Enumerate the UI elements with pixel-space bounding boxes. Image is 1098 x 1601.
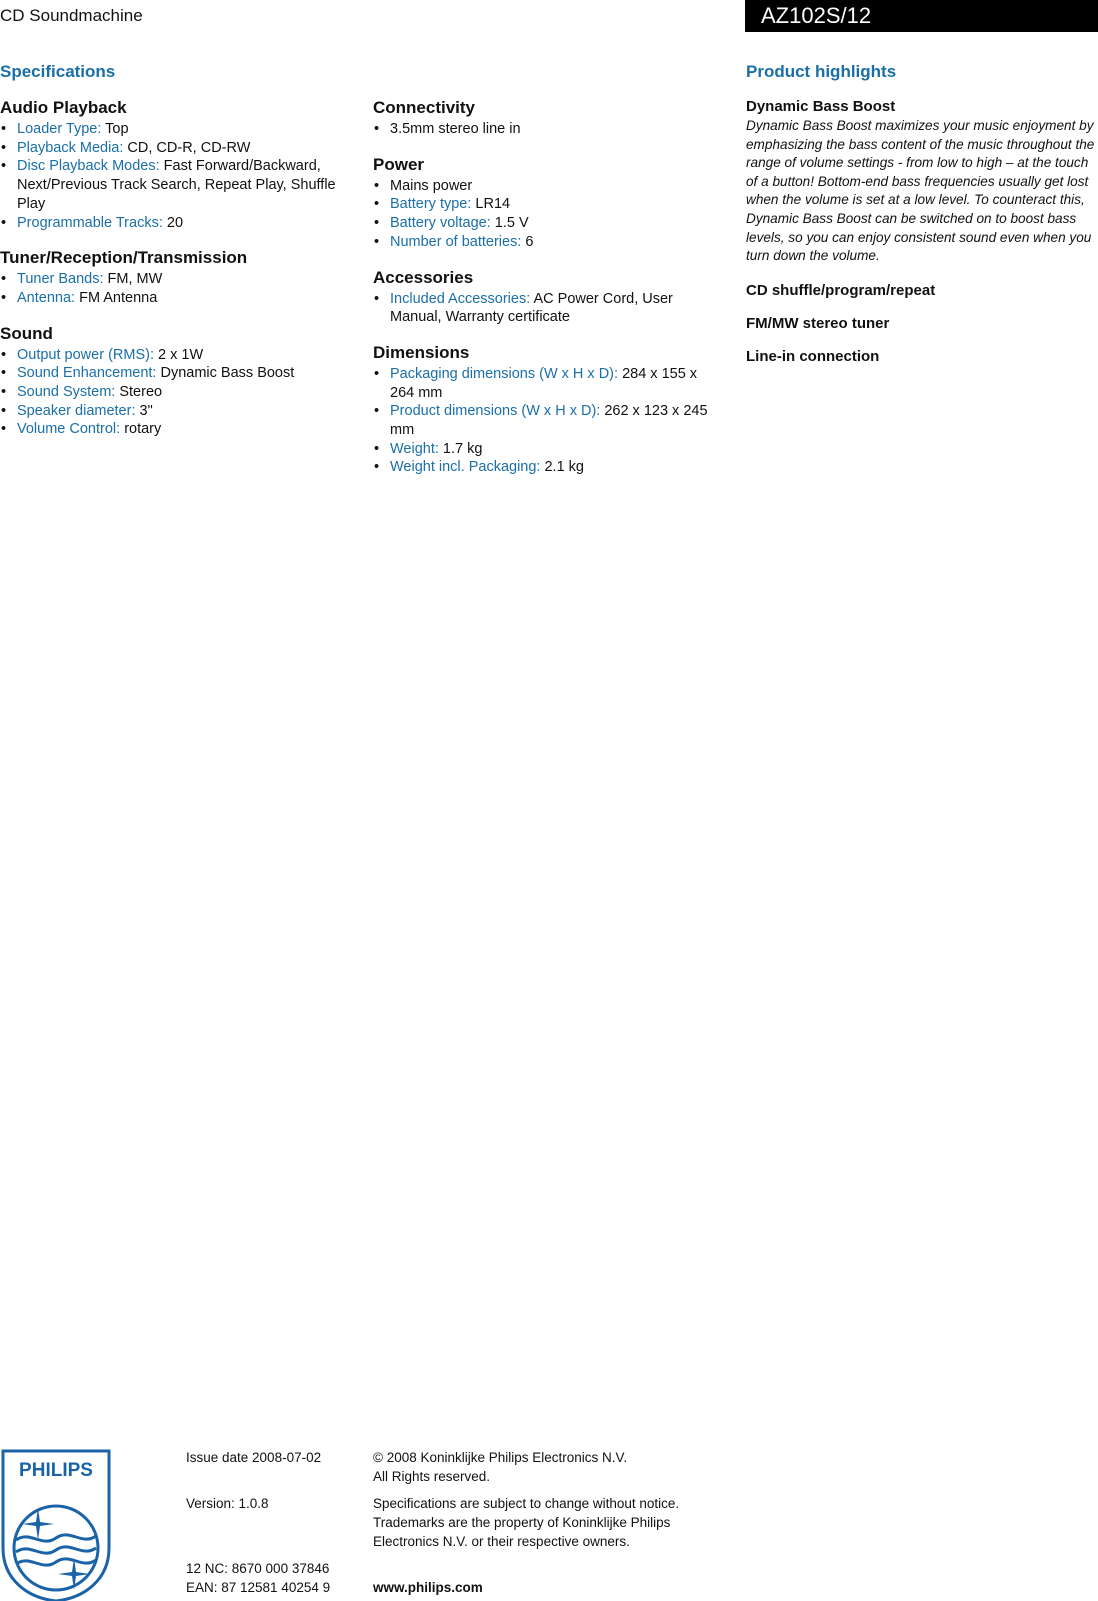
spec-label: Speaker diameter: [17,402,136,419]
spec-value: 1.5 V [490,215,529,232]
spec-group-title: Sound [0,323,53,343]
spec-list [373,365,723,477]
spec-label: Output power (RMS): [17,346,154,363]
specs-middle-column [373,98,723,493]
spec-list [373,290,723,327]
spec-value: CD, CD-R, CD-RW [123,139,251,156]
spec-item [373,440,723,459]
spec-value: Mains power [390,177,473,194]
spec-label: Included Accessories: [390,290,531,307]
spec-item [373,458,723,477]
spec-value: FM, MW [103,271,163,288]
spec-value: 284 x 155 x 264 mm [390,365,702,401]
spec-value: 3" [135,402,153,419]
spec-label: Packaging dimensions (W x H x D): [390,365,619,382]
highlight-title: FM/MW stereo tuner [746,314,890,332]
spec-value: AC Power Cord, User Manual, Warranty certificate [390,290,677,326]
spec-item [373,233,723,252]
spec-label: Weight: [390,440,439,457]
highlight-title: Line-in connection [746,347,880,365]
spec-item [0,289,350,308]
highlight-description: Dynamic Bass Boost maximizes your music enjoyment by emphasizing the bass content of the music throughout the range of volume settings - from low to high – at the touch of a button! Bottom-end bass frequencies usually get lost when the volume is set at a low level. To counteract this, Dynamic Bass Boost can be switched on to boost bass levels, so you can enjoy consistent sound even when you turn down the volume. [746,118,1095,264]
spec-item [373,402,723,439]
spec-group [373,155,723,252]
spec-item [373,290,723,327]
copyright-line-1: © 2008 Koninklijke Philips Electronics N.V. [373,1450,628,1465]
specifications-heading: Specifications [0,62,116,81]
spec-value: 6 [521,233,534,250]
spec-item [0,120,350,139]
spec-value: 1.7 kg [438,440,483,457]
spec-value: Stereo [115,384,163,401]
spec-item [0,270,350,289]
model-number: AZ102S/12 [761,3,872,28]
spec-label: Product dimensions (W x H x D): [390,403,601,420]
spec-value: 3.5mm stereo line in [390,121,521,137]
spec-label: Disc Playback Modes: [17,158,160,175]
spec-item [373,365,723,402]
spec-list [373,120,723,139]
document-title: CD Soundmachine [0,6,143,25]
spec-group-title: Dimensions [373,342,470,362]
spec-list [0,346,350,440]
highlights-heading: Product highlights [746,62,897,81]
issue-date: Issue date 2008-07-02 [186,1450,322,1465]
spec-group-title: Tuner/Reception/Transmission [0,248,248,268]
logo-wordmark: PHILIPS [19,1460,93,1481]
notice-line-3: Electronics N.V. or their respective owners. [373,1534,630,1549]
spec-value: Top [101,121,129,137]
spec-item [0,139,350,158]
spec-group [373,98,723,139]
copyright-line-2: All Rights reserved. [373,1469,491,1484]
spec-value: FM Antenna [75,289,158,306]
spec-item [373,195,723,214]
spec-label: Programmable Tracks: [17,214,163,231]
spec-label: Sound Enhancement: [17,365,157,382]
spec-value: 2 x 1W [154,346,204,363]
notice-line-2: Trademarks are the property of Koninklijke Philips [373,1515,671,1530]
spec-item [0,346,350,365]
spec-label: Weight incl. Packaging: [390,459,541,476]
spec-item [0,214,350,233]
spec-item [0,383,350,402]
spec-label: Antenna: [17,289,76,306]
spec-group-title: Power [373,154,425,174]
spec-group-title: Audio Playback [0,98,127,117]
spec-label: Volume Control: [17,421,121,438]
spec-label: Sound System: [17,384,116,401]
spec-label: Tuner Bands: [17,271,104,288]
nc-number: 12 NC: 8670 000 37846 [186,1561,330,1576]
spec-group [0,324,350,440]
spec-group-title: Connectivity [373,98,476,117]
spec-value: rotary [120,421,162,438]
spec-group [373,343,723,477]
spec-label: Playback Media: [17,139,124,156]
spec-value: 2.1 kg [540,459,584,476]
spec-item [0,402,350,421]
version: Version: 1.0.8 [186,1496,269,1511]
spec-item [0,157,350,213]
spec-value: 20 [162,214,184,231]
spec-label: Loader Type: [17,121,102,137]
highlight-item [746,348,1096,365]
spec-item [0,420,350,439]
spec-item [373,214,723,233]
spec-label: Battery type: [390,196,472,213]
philips-shield-logo [0,1448,112,1601]
spec-label: Number of batteries: [390,233,522,250]
ean-number: EAN: 87 12581 40254 9 [186,1580,331,1595]
spec-item [373,120,723,139]
spec-label: Battery voltage: [390,215,491,232]
highlight-item [746,98,1096,266]
specs-left-column [0,98,350,455]
spec-list [0,120,350,232]
spec-group [0,98,350,232]
spec-group [0,248,350,307]
spec-item [373,177,723,196]
highlight-title: CD shuffle/program/repeat [746,281,936,299]
highlight-item [746,315,1096,332]
spec-list [0,270,350,307]
spec-group [373,268,723,327]
spec-item [0,364,350,383]
spec-value: 262 x 123 x 245 mm [390,403,712,439]
spec-list [373,177,723,252]
model-number-banner [745,0,1098,32]
notice-line-1: Specifications are subject to change without notice. [373,1496,680,1511]
spec-value: Dynamic Bass Boost [156,365,295,382]
highlight-item [746,282,1096,299]
spec-value: LR14 [471,196,511,213]
spec-value: Fast Forward/Backward, Next/Previous Track Search, Repeat Play, Shuffle Play [17,158,340,212]
highlight-title: Dynamic Bass Boost [746,98,896,115]
website-link[interactable]: www.philips.com [373,1580,483,1595]
highlights-column [746,98,1096,381]
spec-group-title: Accessories [373,267,474,287]
